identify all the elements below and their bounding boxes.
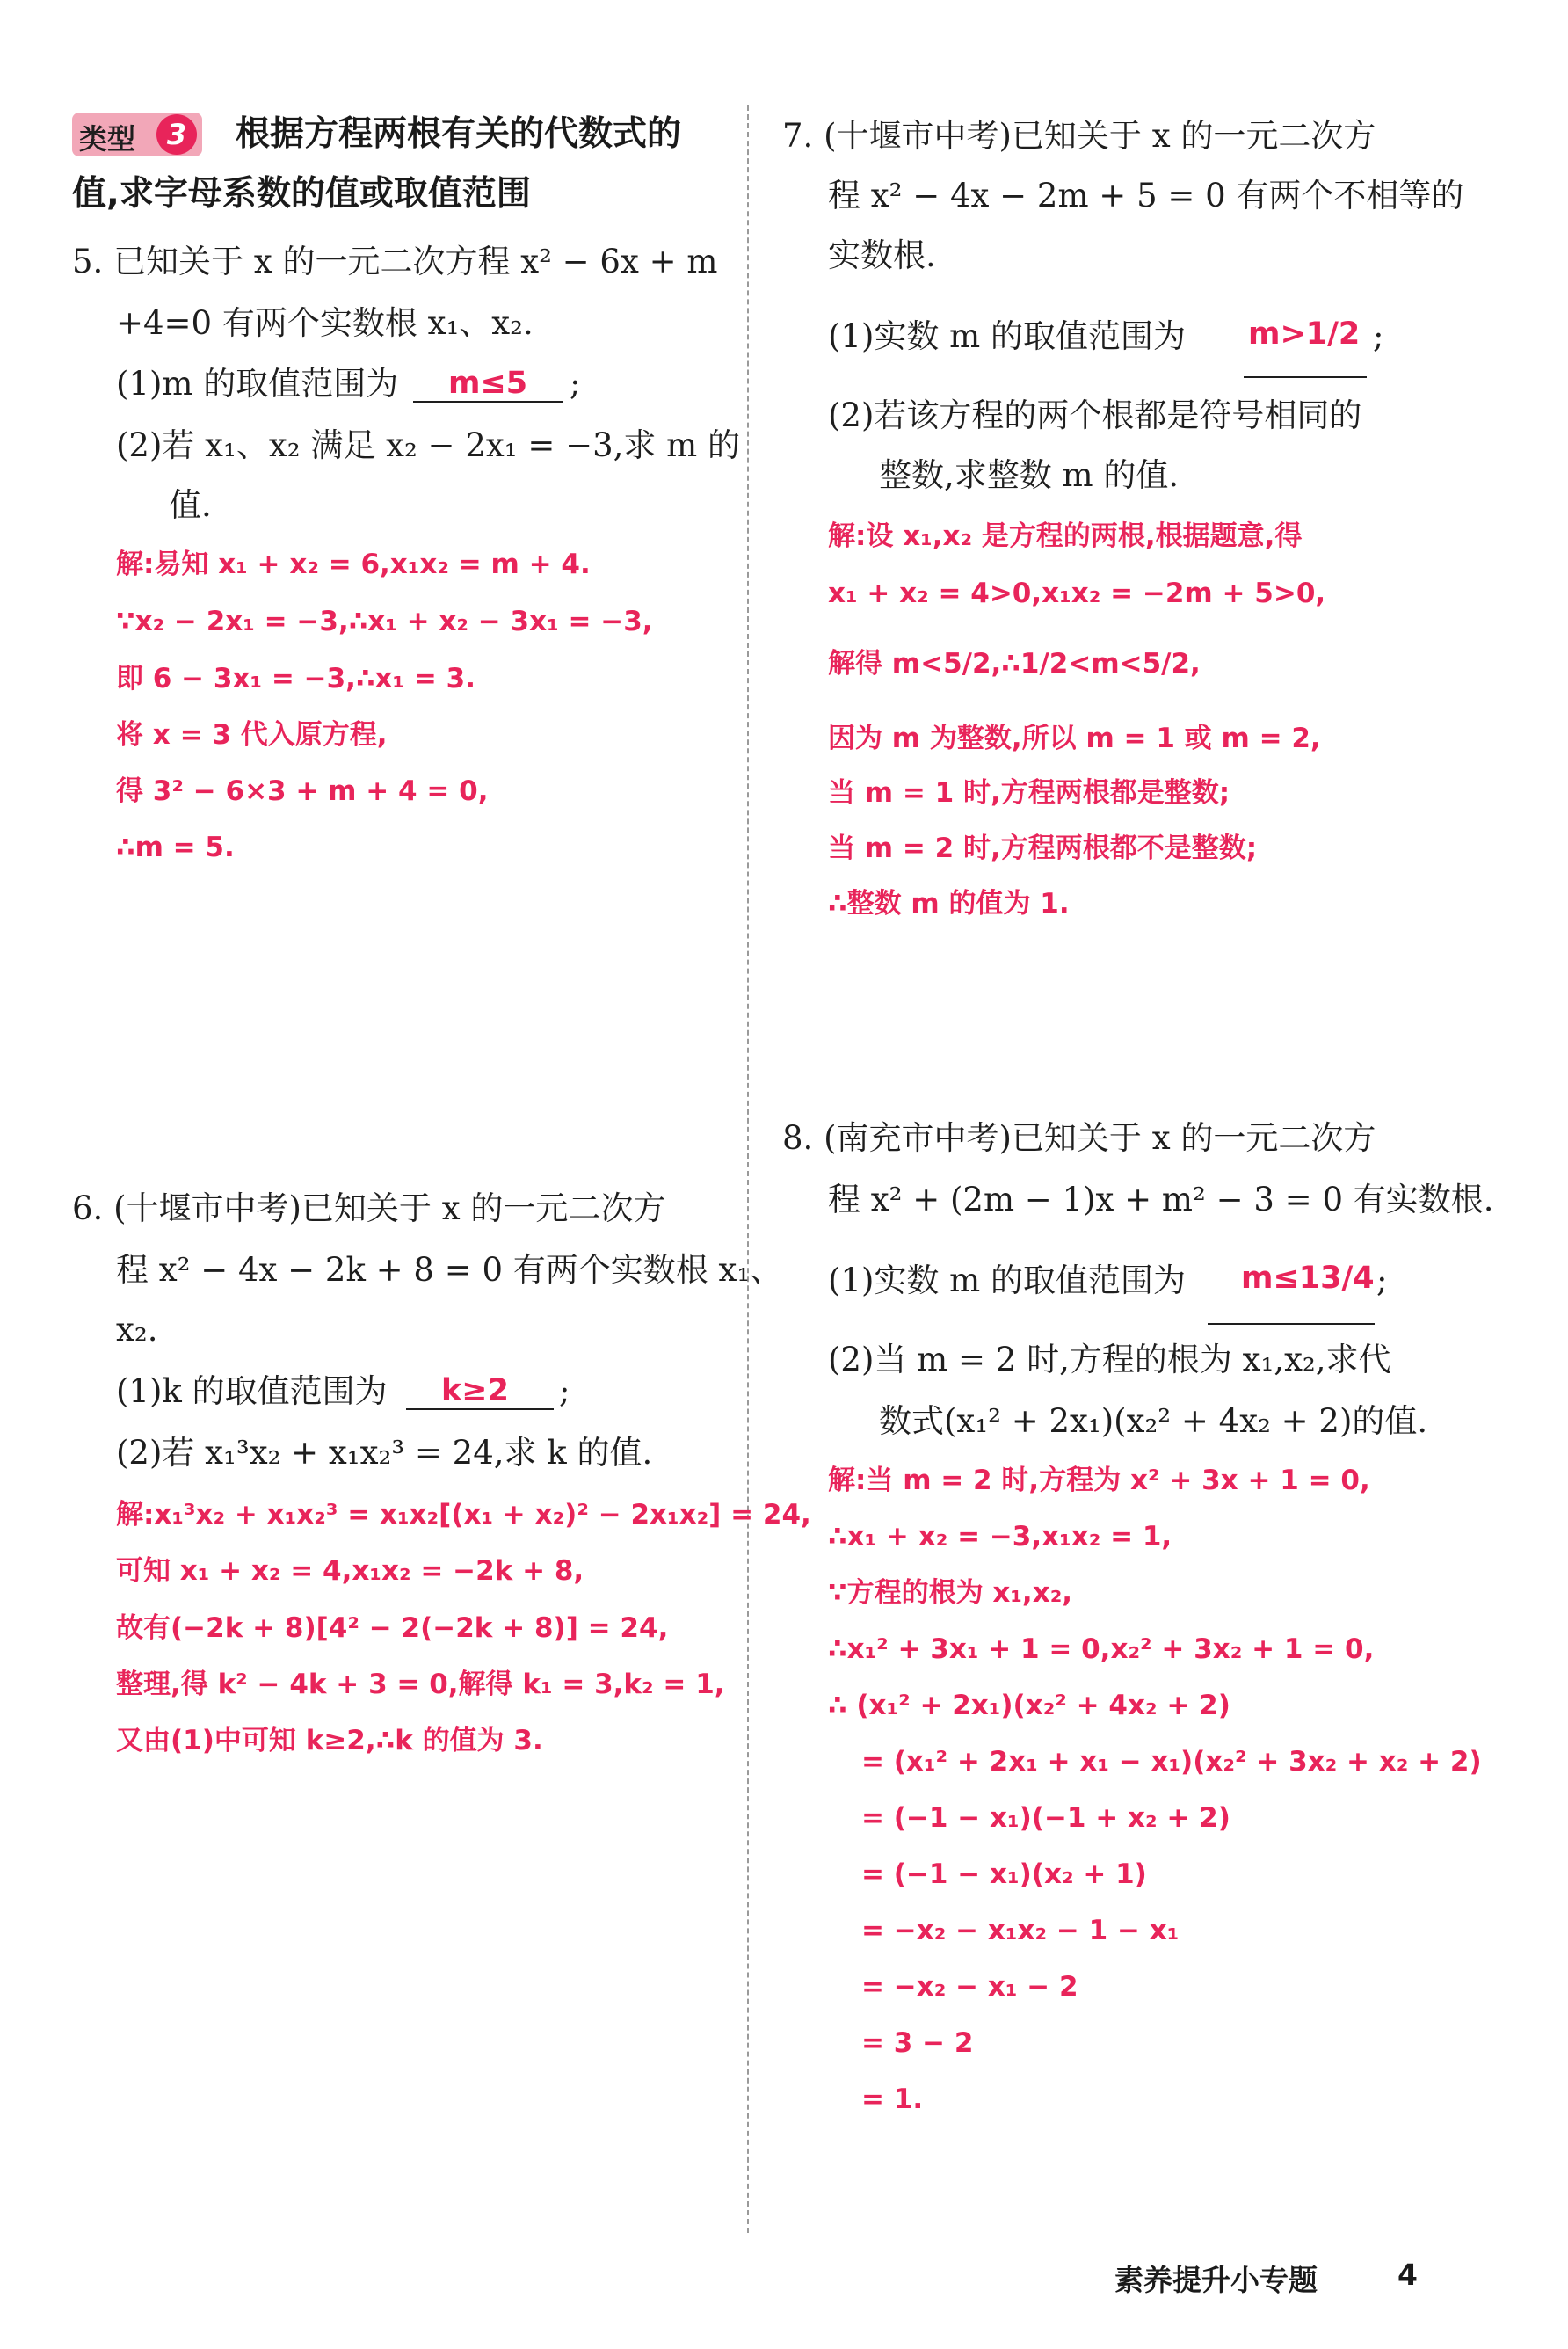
q5-solution-line: 得 3² − 6×3 + m + 4 = 0, bbox=[116, 775, 489, 807]
page-number: 4 bbox=[1397, 2258, 1418, 2292]
q7-stem-line1: 7. (十堰市中考)已知关于 x 的一元二次方 bbox=[782, 117, 1376, 155]
q6-part1-answer: k≥2 bbox=[441, 1373, 509, 1408]
q7-part2-line2: 整数,求整数 m 的值. bbox=[879, 456, 1180, 494]
q5-stem-line2: +4=0 有两个实数根 x₁、x₂. bbox=[116, 304, 534, 342]
q7-stem-line3: 实数根. bbox=[828, 236, 936, 274]
section-title-line1: 根据方程两根有关的代数式的 bbox=[236, 114, 682, 154]
q6-part1-end: ; bbox=[559, 1372, 570, 1410]
q8-part1-answer: m≤13/4 bbox=[1241, 1261, 1375, 1296]
section-title-line2: 值,求字母系数的值或取值范围 bbox=[72, 174, 531, 214]
q5-solution-line: ∵x₂ − 2x₁ = −3,∴x₁ + x₂ − 3x₁ = −3, bbox=[116, 606, 653, 637]
q7-part1-answer: m>1/2 bbox=[1248, 316, 1361, 352]
q5-solution-line: 即 6 − 3x₁ = −3,∴x₁ = 3. bbox=[116, 663, 475, 695]
q7-solution-line: 当 m = 2 时,方程两根都不是整数; bbox=[828, 833, 1258, 864]
q6-solution-line: 整理,得 k² − 4k + 3 = 0,解得 k₁ = 3,k₂ = 1, bbox=[116, 1669, 725, 1700]
q7-solution-line: 解得 m<5/2,∴1/2<m<5/2, bbox=[828, 648, 1201, 680]
q8-solution-line: = 1. bbox=[861, 2084, 924, 2115]
q6-solution-line: 可知 x₁ + x₂ = 4,x₁x₂ = −2k + 8, bbox=[116, 1555, 584, 1587]
q6-stem-line3: x₂. bbox=[116, 1311, 158, 1349]
q6-answer-blank bbox=[406, 1408, 554, 1410]
q6-part2: (2)若 x₁³x₂ + x₁x₂³ = 24,求 k 的值. bbox=[116, 1434, 653, 1472]
q7-solution-line: 解:设 x₁,x₂ 是方程的两根,根据题意,得 bbox=[828, 520, 1303, 552]
q5-answer-blank bbox=[413, 401, 563, 403]
q8-stem-line1: 8. (南充市中考)已知关于 x 的一元二次方 bbox=[782, 1119, 1376, 1157]
q8-solution-line: ∴x₁² + 3x₁ + 1 = 0,x₂² + 3x₂ + 1 = 0, bbox=[828, 1633, 1375, 1665]
q8-solution-line: ∵方程的根为 x₁,x₂, bbox=[828, 1577, 1073, 1609]
column-divider bbox=[747, 105, 749, 2233]
q7-solution-line: ∴整数 m 的值为 1. bbox=[828, 888, 1070, 920]
q7-part1-label: (1)实数 m 的取值范围为 bbox=[828, 317, 1187, 355]
q5-stem-line1: 5. 已知关于 x 的一元二次方程 x² − 6x + m bbox=[72, 243, 718, 280]
q7-answer-blank bbox=[1244, 376, 1367, 378]
q5-solution-line: 解:易知 x₁ + x₂ = 6,x₁x₂ = m + 4. bbox=[116, 549, 591, 580]
type-badge-label: 类型 bbox=[79, 122, 136, 156]
q8-solution-line: = −x₂ − x₁ − 2 bbox=[861, 1971, 1078, 2003]
q5-part1-end: ; bbox=[570, 365, 581, 403]
q8-solution-line: = −x₂ − x₁x₂ − 1 − x₁ bbox=[861, 1915, 1180, 1946]
q8-solution-line: ∴ (x₁² + 2x₁)(x₂² + 4x₂ + 2) bbox=[828, 1690, 1230, 1721]
q8-part2-line2: 数式(x₁² + 2x₁)(x₂² + 4x₂ + 2)的值. bbox=[879, 1402, 1428, 1440]
q6-solution-line: 又由(1)中可知 k≥2,∴k 的值为 3. bbox=[116, 1725, 543, 1756]
q8-part2-line1: (2)当 m = 2 时,方程的根为 x₁,x₂,求代 bbox=[828, 1341, 1391, 1378]
q8-part1-end: ; bbox=[1376, 1262, 1388, 1299]
q7-part1-end: ; bbox=[1373, 317, 1384, 355]
q8-solution-line: = (−1 − x₁)(−1 + x₂ + 2) bbox=[861, 1802, 1230, 1834]
q5-part1-label: (1)m 的取值范围为 bbox=[116, 365, 399, 403]
q8-solution-line: = (x₁² + 2x₁ + x₁ − x₁)(x₂² + 3x₂ + x₂ + 2) bbox=[861, 1746, 1482, 1778]
q7-part2-line1: (2)若该方程的两个根都是符号相同的 bbox=[828, 396, 1362, 434]
q5-part2-line2: 值. bbox=[169, 486, 212, 524]
q8-stem-line2: 程 x² + (2m − 1)x + m² − 3 = 0 有实数根. bbox=[828, 1181, 1494, 1218]
q5-part2-line1: (2)若 x₁、x₂ 满足 x₂ − 2x₁ = −3,求 m 的 bbox=[116, 426, 740, 464]
q5-solution-line: 将 x = 3 代入原方程, bbox=[116, 719, 388, 751]
q5-part1-answer: m≤5 bbox=[448, 366, 528, 401]
q8-solution-line: 解:当 m = 2 时,方程为 x² + 3x + 1 = 0, bbox=[828, 1465, 1370, 1496]
type-badge-number: 3 bbox=[156, 114, 197, 155]
q7-solution-line: x₁ + x₂ = 4>0,x₁x₂ = −2m + 5>0, bbox=[828, 578, 1326, 609]
q6-stem-line2: 程 x² − 4x − 2k + 8 = 0 有两个实数根 x₁、 bbox=[116, 1251, 783, 1289]
q8-solution-line: = (−1 − x₁)(x₂ + 1) bbox=[861, 1858, 1147, 1890]
q5-solution-line: ∴m = 5. bbox=[116, 832, 235, 863]
footer-title: 素养提升小专题 bbox=[1114, 2263, 1318, 2297]
q8-part1-label: (1)实数 m 的取值范围为 bbox=[828, 1262, 1187, 1299]
q6-solution-line: 故有(−2k + 8)[4² − 2(−2k + 8)] = 24, bbox=[116, 1612, 669, 1644]
q8-solution-line: = 3 − 2 bbox=[861, 2027, 974, 2059]
q7-solution-line: 当 m = 1 时,方程两根都是整数; bbox=[828, 777, 1230, 809]
q8-answer-blank bbox=[1208, 1323, 1375, 1325]
q7-solution-line: 因为 m 为整数,所以 m = 1 或 m = 2, bbox=[828, 723, 1321, 754]
q8-solution-line: ∴x₁ + x₂ = −3,x₁x₂ = 1, bbox=[828, 1521, 1172, 1553]
q6-part1-label: (1)k 的取值范围为 bbox=[116, 1372, 388, 1410]
q7-stem-line2: 程 x² − 4x − 2m + 5 = 0 有两个不相等的 bbox=[828, 177, 1464, 215]
q6-stem-line1: 6. (十堰市中考)已知关于 x 的一元二次方 bbox=[72, 1189, 666, 1227]
q6-solution-line: 解:x₁³x₂ + x₁x₂³ = x₁x₂[(x₁ + x₂)² − 2x₁x₂] = 24, bbox=[116, 1499, 811, 1531]
